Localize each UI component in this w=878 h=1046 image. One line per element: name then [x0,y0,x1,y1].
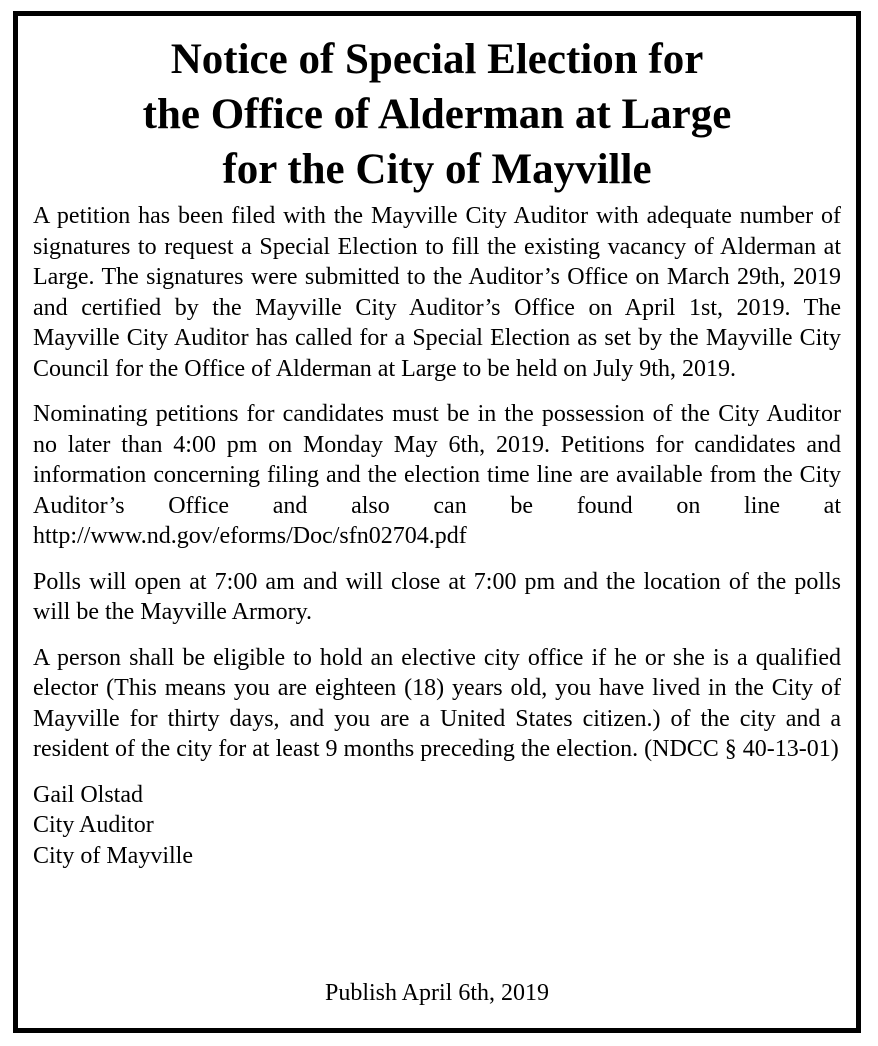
notice-title [18,32,856,197]
publish-date: Publish April 6th, 2019 [324,980,550,1006]
signature-block [33,780,841,872]
paragraph-polls: Polls will open at 7:00 am and will close at 7:00 pm and the location of the polls will be the Mayville Armory. [33,568,841,625]
signature-name: Gail Olstad [33,781,143,808]
notice-frame [13,11,861,1033]
notice-body [33,201,841,886]
paragraph-petition-filed: A petition has been filed with the Mayville City Auditor with adequate number of signatures to request a Special Election to fill the existing vacancy of Alderman at Large. The signatures were submitted to the Auditor’s Office on March 29th, 2019 and certified by the Mayville City Auditor’s Office on April 1st, 2019. The Mayville City Auditor has called for a Special Election as set by the Mayville City Council for the Office of Alderman at Large to be held on July 9th, 2019. [33,203,841,382]
paragraph-eligibility: A person shall be eligible to hold an elective city office if he or she is a qualified elector (This means you are eighteen (18) years old, you have lived in the City of Mayville for thirty days, and you are a United States citizen.) of the city and a resident of the city for at least 9 months preceding the election. (NDCC § 40-13-01) [33,644,841,762]
title-line: the Office of Alderman at Large [142,91,732,138]
signature-organization: City of Mayville [33,842,193,869]
signature-role: City Auditor [33,812,154,838]
title-line: for the City of Mayville [222,146,652,193]
paragraph-nominating-petitions: Nominating petitions for candidates must be in the possession of the City Auditor no later than 4:00 pm on Monday May 6th, 2019. Petitions for candidates and information concerning filing and the election time line are available from the City Auditor’s Office and also can be found on line at http://www.nd.gov/eforms/Doc/sfn02704.pdf [33,401,841,549]
title-line: Notice of Special Election for [170,36,704,83]
